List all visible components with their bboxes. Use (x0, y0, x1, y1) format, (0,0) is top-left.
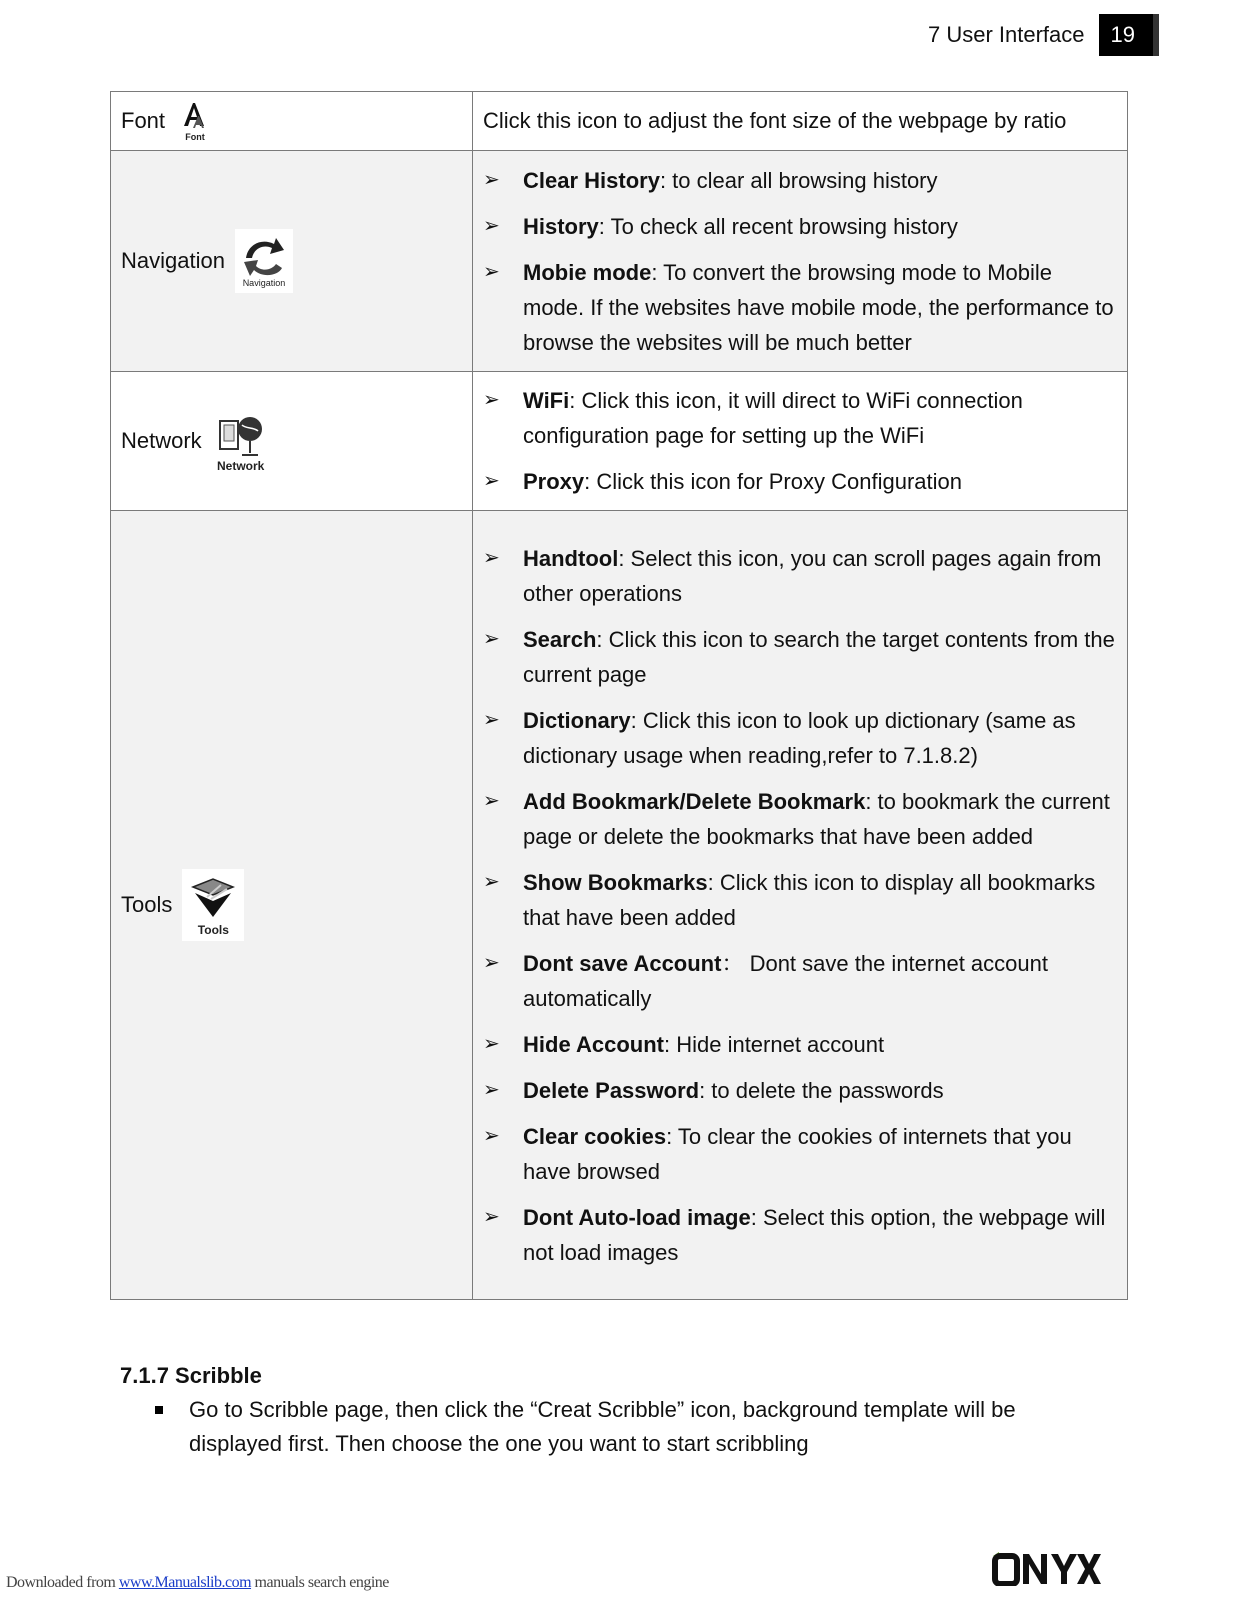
item-term: Mobie mode (523, 259, 652, 285)
arrow-bullet-icon: ➢ (483, 951, 500, 974)
tools-icon-caption: Tools (197, 923, 229, 937)
item-term: Clear History (523, 167, 660, 193)
item-term: Clear cookies (523, 1123, 667, 1149)
item-term: Dont save Account (523, 950, 722, 976)
manualslib-link[interactable]: www.Manualslib.com (118, 1574, 252, 1591)
item-text: : Click this icon to look up dictionary (same as dictionary usage when reading,refer to 7.1.8.2) (523, 707, 1076, 768)
navigation-description (473, 151, 1128, 372)
item-term: Handtool (523, 545, 619, 571)
list-item (483, 255, 1115, 360)
credit-prefix: Downloaded from (6, 1574, 119, 1591)
scribble-bullet (155, 1393, 1085, 1461)
arrow-bullet-icon: ➢ (483, 708, 500, 731)
list-item (483, 622, 1115, 692)
item-text: : Select this option, the webpage will not load images (523, 1204, 1106, 1265)
navigation-label-cell (111, 151, 473, 372)
list-item (483, 464, 1115, 499)
list-item (483, 1119, 1115, 1189)
arrow-bullet-icon: ➢ (483, 1078, 500, 1101)
navigation-icon (235, 229, 293, 293)
credit-tagline: manuals search engine (251, 1574, 389, 1591)
table-row-network (111, 372, 1128, 511)
section-heading: 7.1.7 Scribble (120, 1363, 262, 1388)
item-text: : Click this icon to display all bookmarks that have been added (523, 869, 1096, 930)
list-item (483, 1027, 1115, 1062)
item-term: Delete Password (523, 1077, 700, 1103)
table-row-font (111, 92, 1128, 151)
list-item (483, 703, 1115, 773)
list-item (483, 163, 1115, 198)
tools-icon (182, 869, 244, 941)
navigation-icon-caption: Navigation (242, 278, 286, 288)
list-item (483, 541, 1115, 611)
arrow-bullet-icon: ➢ (483, 168, 500, 191)
item-text: : Click this icon for Proxy Configuration (584, 469, 962, 494)
font-icon (175, 99, 215, 143)
arrow-bullet-icon: ➢ (483, 389, 500, 411)
network-description (473, 372, 1128, 511)
scribble-bullet-text: Go to Scribble page, then click the “Creat Scribble” icon, background template will be displayed first. Then choose the one you want to start scribbling (189, 1397, 1016, 1456)
item-term: Proxy (523, 469, 585, 494)
page-number: 19 (1099, 14, 1159, 56)
list-item (483, 946, 1115, 1016)
arrow-bullet-icon: ➢ (483, 1032, 500, 1055)
item-text: : to bookmark the current page or delete the bookmarks that have been added (523, 788, 1110, 849)
chapter-title: 7 User Interface (928, 22, 1085, 47)
arrow-bullet-icon: ➢ (483, 546, 500, 569)
item-text: : Select this icon, you can scroll pages again from other operations (523, 545, 1102, 606)
item-term: Dictionary (523, 707, 631, 733)
table-row-tools (111, 511, 1128, 1300)
arrow-bullet-icon: ➢ (483, 870, 500, 893)
item-term: Add Bookmark/Delete Bookmark (523, 788, 866, 814)
list-item (483, 865, 1115, 935)
item-text: : to clear all browsing history (659, 167, 938, 193)
item-text: : To check all recent browsing history (598, 213, 958, 239)
arrow-bullet-icon: ➢ (483, 470, 500, 492)
network-icon (212, 408, 270, 474)
arrow-bullet-icon: ➢ (483, 1124, 500, 1147)
onyx-logo (991, 1552, 1103, 1586)
square-bullet-icon (155, 1406, 163, 1414)
item-text: ： Dont save the internet account automatically (523, 950, 1048, 1011)
network-icon-caption: Network (217, 459, 265, 473)
item-term: History (523, 213, 599, 239)
list-item (483, 1073, 1115, 1108)
table-row-navigation (111, 151, 1128, 372)
item-text: : to delete the passwords (699, 1077, 944, 1103)
font-label-cell (111, 92, 473, 151)
arrow-bullet-icon: ➢ (483, 1205, 500, 1228)
font-label: Font (121, 108, 166, 133)
font-icon-caption: Font (185, 132, 205, 142)
network-label-cell (111, 372, 473, 511)
item-text: : Hide internet account (663, 1031, 885, 1057)
network-label: Network (121, 428, 202, 453)
tools-label: Tools (121, 892, 173, 917)
font-description: Click this icon to adjust the font size of the webpage by ratio (473, 92, 1128, 151)
download-credit (6, 1574, 389, 1592)
item-term: Hide Account (523, 1031, 664, 1057)
item-text: : To convert the browsing mode to Mobile mode. If the websites have mobile mode, the performance to browse the websites will be much better (523, 259, 1114, 355)
item-term: Search (523, 626, 597, 652)
arrow-bullet-icon: ➢ (483, 260, 500, 283)
arrow-bullet-icon: ➢ (483, 627, 500, 650)
item-text: : Click this icon, it will direct to WiFi connection configuration page for setting up the WiFi (523, 388, 1023, 448)
item-term: WiFi (523, 388, 570, 413)
list-item (483, 383, 1115, 453)
arrow-bullet-icon: ➢ (483, 789, 500, 812)
tools-description (473, 511, 1128, 1300)
browser-toolbar-table (110, 91, 1128, 1300)
item-text: : Click this icon to search the target contents from the current page (523, 626, 1115, 687)
list-item (483, 784, 1115, 854)
list-item (483, 209, 1115, 244)
arrow-bullet-icon: ➢ (483, 214, 500, 237)
tools-label-cell (111, 511, 473, 1300)
item-text: : To clear the cookies of internets that you have browsed (523, 1123, 1072, 1184)
item-term: Show Bookmarks (523, 869, 708, 895)
list-item (483, 1200, 1115, 1270)
page-header (928, 14, 1159, 56)
item-term: Dont Auto-load image (523, 1204, 751, 1230)
navigation-label: Navigation (121, 248, 225, 273)
